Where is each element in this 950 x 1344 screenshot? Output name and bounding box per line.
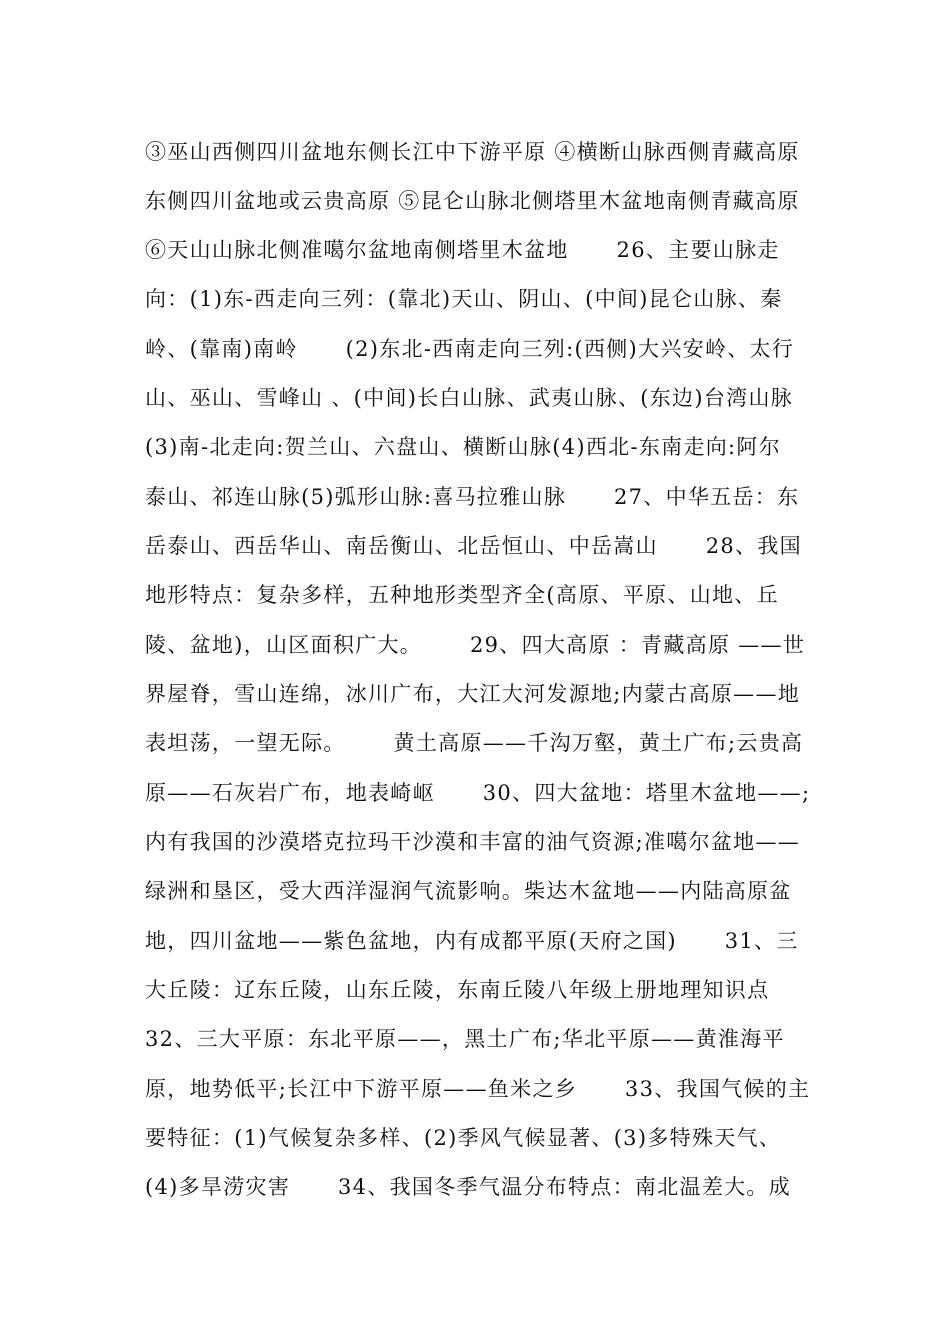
text-line: 向：(1)东-西走向三列：(靠北)天山、阴山、(中间)昆仑山脉、秦	[145, 287, 783, 311]
text-line: 32、三大平原：东北平原——，黑土广布;华北平原——黄淮海平	[145, 1027, 785, 1051]
text-line: (3)南-北走向:贺兰山、六盘山、横断山脉(4)西北-东南走向:阿尔	[145, 435, 782, 459]
text-line: 原，地势低平;长江中下游平原——鱼米之乡 33、我国气候的主	[145, 1077, 811, 1101]
text-line: (4)多旱涝灾害 34、我国冬季气温分布特点：南北温差大。成	[145, 1175, 792, 1199]
text-line: 地，四川盆地——紫色盆地，内有成都平原(天府之国) 31、三	[145, 929, 799, 953]
text-line: ⑥天山山脉北侧准噶尔盆地南侧塔里木盆地 26、主要山脉走	[145, 238, 780, 262]
text-line: 原——石灰岩广布，地表崎岖 30、四大盆地：塔里木盆地——;	[145, 781, 811, 805]
text-line: 表坦荡，一望无际。 黄土高原——千沟万壑，黄土广布;云贵高	[145, 731, 804, 755]
text-line: 要特征：(1)气候复杂多样、(2)季风气候显著、(3)多特殊天气、	[145, 1126, 782, 1150]
text-line: 泰山、祁连山脉(5)弧形山脉:喜马拉雅山脉 27、中华五岳：东	[145, 485, 800, 509]
text-line: 岭、(靠南)南岭 (2)东北-西南走向三列:(西侧)大兴安岭、太行	[145, 337, 795, 361]
text-line: 地形特点：复杂多样，五种地形类型齐全(高原、平原、山地、丘	[145, 583, 779, 607]
text-line: 山、巫山、雪峰山 、(中间)长白山脉、武夷山脉、(东边)台湾山脉	[145, 386, 794, 410]
text-line: 东侧四川盆地或云贵高原 ⑤昆仑山脉北侧塔里木盆地南侧青藏高原	[145, 189, 800, 213]
text-line: 绿洲和垦区，受大西洋湿润气流影响。柴达木盆地——内陆高原盆	[145, 879, 792, 903]
text-line: 岳泰山、西岳华山、南岳衡山、北岳恒山、中岳嵩山 28、我国	[145, 534, 802, 558]
text-line: 陵、盆地)，山区面积广大。 29、四大高原 ：青藏高原 ——世	[145, 633, 806, 657]
text-line: 界屋脊，雪山连绵，冰川广布，大江大河发源地;内蒙古高原——地	[145, 682, 801, 706]
text-line: 内有我国的沙漠塔克拉玛干沙漠和丰富的油气资源;准噶尔盆地——	[145, 830, 801, 854]
text-line: 大丘陵：辽东丘陵，山东丘陵，东南丘陵八年级上册地理知识点	[145, 978, 770, 1002]
text-line: ③巫山西侧四川盆地东侧长江中下游平原 ④横断山脉西侧青藏高原	[145, 140, 800, 164]
